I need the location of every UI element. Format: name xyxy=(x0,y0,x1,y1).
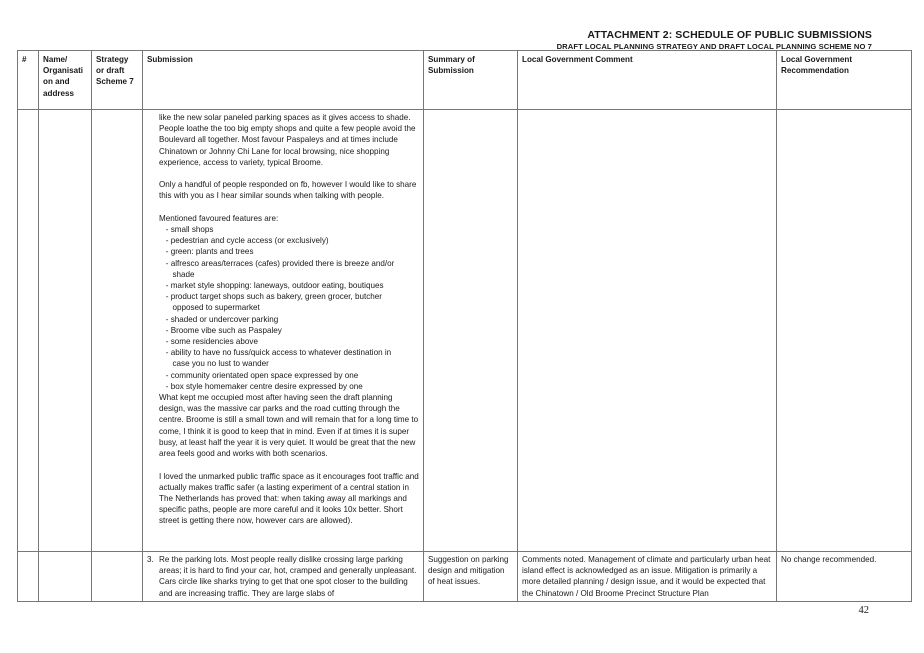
document-subtitle: DRAFT LOCAL PLANNING STRATEGY AND DRAFT LOCAL PLANNING SCHEME NO 7 xyxy=(556,42,872,51)
cell-number xyxy=(18,110,39,552)
page-number: 42 xyxy=(858,605,869,616)
cell-submission xyxy=(143,110,424,552)
cell-strategy xyxy=(92,552,143,602)
submission-text: Re the parking lots. Most people really dislike crossing large parking areas; it is hard to find your car, hot, cramped and generally unpleasant. Cars circle like sharks trying to get that one spot closer to the building and are increasing traffic. They are large slabs of xyxy=(159,555,417,598)
document-title: ATTACHMENT 2: SCHEDULE OF PUBLIC SUBMISSIONS xyxy=(587,29,872,41)
cell-comment xyxy=(518,110,777,552)
column-header-recommendation: Local Government Recommendation xyxy=(777,51,912,110)
column-header-strategy: Strategy or draft Scheme 7 xyxy=(92,51,143,110)
cell-strategy xyxy=(92,110,143,552)
cell-submission xyxy=(143,552,424,602)
column-header-comment: Local Government Comment xyxy=(518,51,777,110)
cell-comment: Comments noted. Management of climate and particularly urban heat island effect is acknowledged as an issue. Mitigation is primarily a more detailed planning / design issue, and it would be expected that the Chinatown / Old Broome Precinct Structure Plan xyxy=(518,552,777,602)
cell-name xyxy=(39,552,92,602)
column-header-summary: Summary of Submission xyxy=(424,51,518,110)
column-header-name: Name/ Organisati on and address xyxy=(39,51,92,110)
cell-recommendation xyxy=(777,110,912,552)
column-header-number: # xyxy=(18,51,39,110)
table-header-row xyxy=(18,51,912,110)
cell-summary xyxy=(424,110,518,552)
cell-recommendation: No change recommended. xyxy=(777,552,912,602)
column-header-submission: Submission xyxy=(143,51,424,110)
cell-summary: Suggestion on parking design and mitigation of heat issues. xyxy=(424,552,518,602)
cell-number xyxy=(18,552,39,602)
submission-text: like the new solar paneled parking spaces as it gives access to shade. People loathe the too big empty shops and quite a few people avoid the Boulevard all together. Most favour Paspaleys and at times include Chinatown or Johnny Chi Lane for local browsing, nice shopping experience, access to variety, typical Broome. Only a handful of people responded on fb, however I would like to share this with you as I hear similar sounds when talking with people. Mentioned favoured features are: - small shops - pedestrian and cycle access (or exclusively) - green: plants and trees - alfresco areas/terraces (cafes) provided there is breeze and/or shade - market style shopping: laneways, outdoor eating, boutiques - product target shops such as bakery, green grocer, butcher opposed to supermarket - shaded or undercover parking - Broome vibe such as Paspaley - some residencies above - ability to have no fuss/quick access to whatever destination in case you no lust to wander - community orientated open space expressed by one - box style homemaker centre desire expressed by one What kept me occupied most after having seen the draft planning design, was the massive car parks and the road cutting through the centre. Broome is still a small town and will remain that for a long time to come, I think it is good to keep that in mind. Even if at times it is super busy, at least half the year it is very quiet. It would be great that the new area feels good and works with both scenarios. I loved the unmarked public traffic space as it encourages foot traffic and actually makes traffic safer (a lasting experiment of a central station in The Netherlands has proved that: when taking away all markings and specific paths, people are more careful and it looks 10x better. Short street is getting there now, however cars are allowed). xyxy=(159,113,419,526)
table-row xyxy=(18,110,912,552)
submissions-table xyxy=(17,50,912,602)
cell-name xyxy=(39,110,92,552)
item-number: 3. xyxy=(147,555,154,564)
table-row xyxy=(18,552,912,602)
